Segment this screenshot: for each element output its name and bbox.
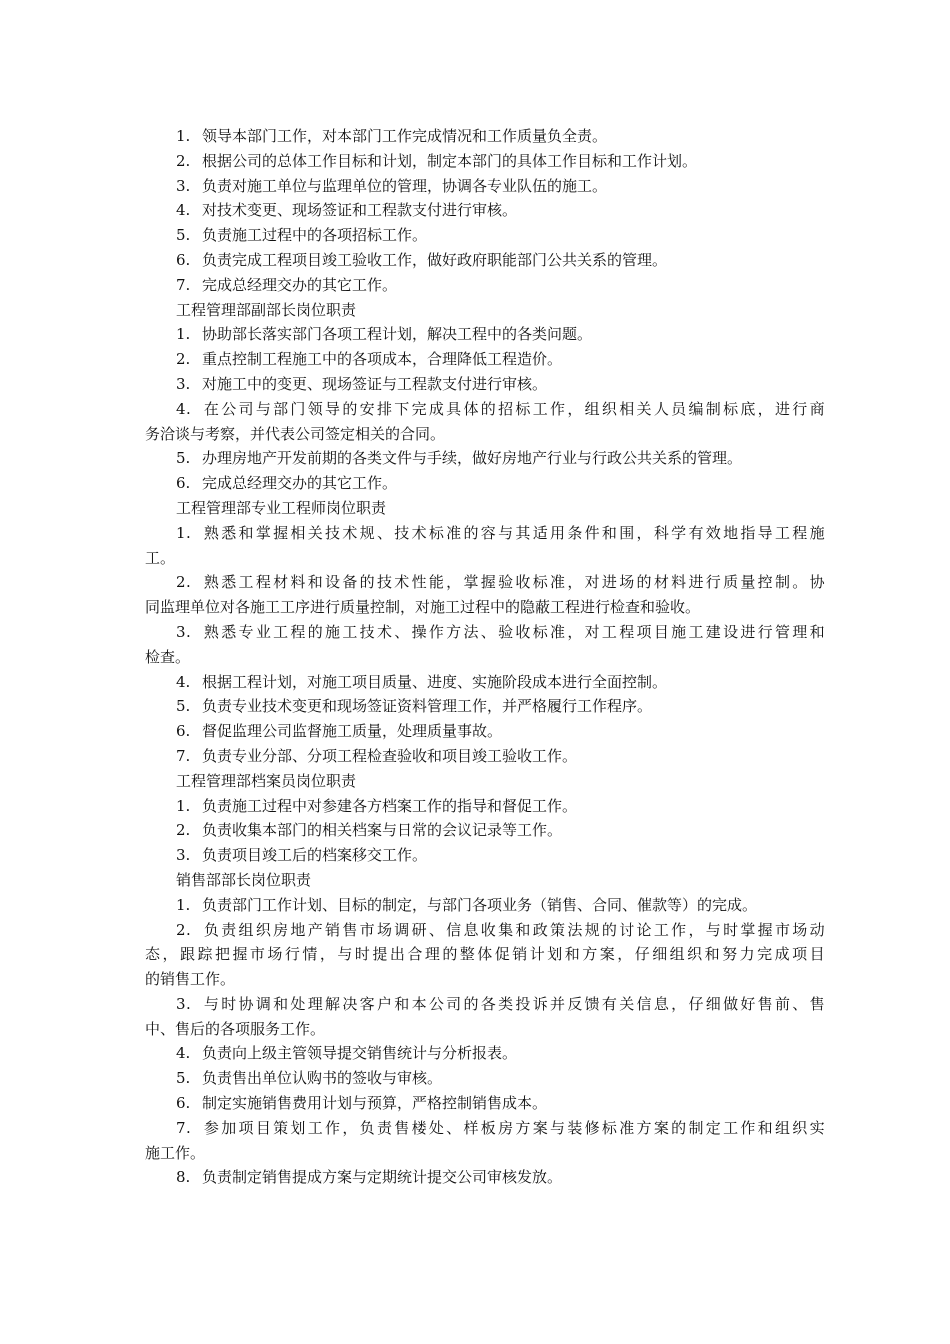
list-item bbox=[145, 918, 825, 943]
list-item bbox=[145, 521, 825, 546]
section-heading: 工程管理部档案员岗位职责 bbox=[176, 771, 357, 790]
item-number: 1. bbox=[176, 895, 191, 914]
item-text: 态，跟踪把握市场行情，与时提出合理的整体促销计划和方案，仔细组织和努力完成项目 bbox=[145, 945, 825, 964]
item-number: 4. bbox=[176, 399, 192, 418]
item-number: 2. bbox=[176, 350, 191, 369]
item-text: 工。 bbox=[145, 548, 176, 567]
list-item bbox=[145, 248, 825, 273]
item-number: 1. bbox=[176, 796, 191, 815]
item-text: 督促监理公司监督施工质量，处理质量事故。 bbox=[202, 722, 503, 741]
item-text: 办理房地产开发前期的各类文件与手续，做好房地产行业与行政公共关系的管理。 bbox=[202, 449, 743, 468]
list-item bbox=[145, 446, 825, 471]
list-item bbox=[145, 744, 825, 769]
item-text: 负责制定销售提成方案与定期统计提交公司审核发放。 bbox=[202, 1168, 563, 1187]
item-text: 负责施工过程中的各项招标工作。 bbox=[202, 226, 428, 245]
item-number: 7. bbox=[176, 275, 191, 294]
item-text: 负责专业技术变更和现场签证资料管理工作，并严格履行工作程序。 bbox=[202, 697, 653, 716]
list-item bbox=[145, 471, 825, 496]
item-number: 3. bbox=[176, 846, 191, 865]
item-number: 4. bbox=[176, 201, 191, 220]
item-number: 2. bbox=[176, 151, 191, 170]
list-item bbox=[145, 843, 825, 868]
list-item bbox=[145, 1165, 825, 1190]
item-text: 施工作。 bbox=[145, 1143, 206, 1162]
list-item bbox=[145, 397, 825, 422]
item-text: 负责收集本部门的相关档案与日常的会议记录等工作。 bbox=[202, 821, 563, 840]
item-number: 6. bbox=[176, 474, 191, 493]
list-item bbox=[145, 719, 825, 744]
list-item bbox=[145, 670, 825, 695]
list-item-continuation bbox=[145, 1141, 825, 1166]
item-text: 熟悉和掌握相关技术规、技术标准的容与其适用条件和围，科学有效地指导工程施 bbox=[202, 523, 825, 542]
item-number: 1. bbox=[176, 325, 191, 344]
item-text: 完成总经理交办的其它工作。 bbox=[202, 474, 398, 493]
list-item bbox=[145, 818, 825, 843]
list-item bbox=[145, 198, 825, 223]
item-text: 完成总经理交办的其它工作。 bbox=[202, 275, 398, 294]
list-item bbox=[145, 794, 825, 819]
document-page bbox=[145, 124, 825, 1190]
list-item-continuation bbox=[145, 1017, 825, 1042]
item-number: 2. bbox=[176, 920, 192, 939]
item-text: 协助部长落实部门各项工程计划，解决工程中的各类问题。 bbox=[202, 325, 593, 344]
list-item bbox=[145, 273, 825, 298]
item-text: 重点控制工程施工中的各项成本，合理降低工程造价。 bbox=[202, 350, 563, 369]
list-item bbox=[145, 174, 825, 199]
list-item-continuation bbox=[145, 942, 825, 967]
item-number: 6. bbox=[176, 1094, 191, 1113]
item-text: 与时协调和处理解决客户和本公司的各类投诉并反馈有关信息，仔细做好售前、售 bbox=[202, 994, 825, 1013]
list-item bbox=[145, 223, 825, 248]
item-text: 检查。 bbox=[145, 647, 191, 666]
item-text: 中、售后的各项服务工作。 bbox=[145, 1019, 326, 1038]
item-number: 1. bbox=[176, 523, 192, 542]
item-number: 4. bbox=[176, 1044, 191, 1063]
item-text: 负责项目竣工后的档案移交工作。 bbox=[202, 846, 428, 865]
item-text: 在公司与部门领导的安排下完成具体的招标工作，组织相关人员编制标底，进行商 bbox=[202, 399, 825, 418]
item-text: 对技术变更、现场签证和工程款支付进行审核。 bbox=[202, 201, 518, 220]
list-item bbox=[145, 322, 825, 347]
list-item-continuation bbox=[145, 595, 825, 620]
item-number: 4. bbox=[176, 672, 191, 691]
item-text: 负责部门工作计划、目标的制定，与部门各项业务（销售、合同、催款等）的完成。 bbox=[202, 895, 758, 914]
item-number: 5. bbox=[176, 449, 191, 468]
list-item bbox=[145, 1041, 825, 1066]
item-number: 3. bbox=[176, 374, 191, 393]
list-item bbox=[145, 1066, 825, 1091]
item-text: 制定实施销售费用计划与预算，严格控制销售成本。 bbox=[202, 1094, 548, 1113]
list-item bbox=[145, 992, 825, 1017]
list-item bbox=[145, 893, 825, 918]
item-number: 3. bbox=[176, 622, 192, 641]
list-item-continuation bbox=[145, 546, 825, 571]
item-text: 对施工中的变更、现场签证与工程款支付进行审核。 bbox=[202, 374, 548, 393]
item-text: 根据工程计划，对施工项目质量、进度、实施阶段成本进行全面控制。 bbox=[202, 672, 668, 691]
item-number: 2. bbox=[176, 573, 192, 592]
item-number: 7. bbox=[176, 746, 191, 765]
item-number: 5. bbox=[176, 226, 191, 245]
item-number: 5. bbox=[176, 1069, 191, 1088]
section-heading: 工程管理部副部长岗位职责 bbox=[176, 300, 357, 319]
item-number: 6. bbox=[176, 722, 191, 741]
item-text: 领导本部门工作，对本部门工作完成情况和工作质量负全责。 bbox=[202, 127, 608, 145]
list-item bbox=[145, 372, 825, 397]
list-item bbox=[145, 124, 825, 149]
item-number: 3. bbox=[176, 994, 192, 1013]
item-text: 负责对施工单位与监理单位的管理，协调各专业队伍的施工。 bbox=[202, 176, 608, 195]
item-number: 6. bbox=[176, 250, 191, 269]
item-number: 7. bbox=[176, 1118, 192, 1137]
list-item bbox=[145, 620, 825, 645]
item-text: 根据公司的总体工作目标和计划，制定本部门的具体工作目标和工作计划。 bbox=[202, 151, 698, 170]
item-text: 负责施工过程中对参建各方档案工作的指导和督促工作。 bbox=[202, 796, 578, 815]
item-number: 2. bbox=[176, 821, 191, 840]
list-item-continuation bbox=[145, 967, 825, 992]
item-number: 1. bbox=[176, 127, 191, 145]
item-text: 负责专业分部、分项工程检查验收和项目竣工验收工作。 bbox=[202, 746, 578, 765]
item-number: 8. bbox=[176, 1168, 191, 1187]
section-heading: 工程管理部专业工程师岗位职责 bbox=[176, 498, 387, 517]
item-text: 同监理单位对各施工工序进行质量控制，对施工过程中的隐蔽工程进行检查和验收。 bbox=[145, 598, 701, 617]
item-text: 的销售工作。 bbox=[145, 970, 236, 989]
section-heading: 销售部部长岗位职责 bbox=[176, 870, 312, 889]
list-item bbox=[145, 149, 825, 174]
item-text: 熟悉工程材料和设备的技术性能，掌握验收标准，对进场的材料进行质量控制。协 bbox=[202, 573, 825, 592]
item-text: 负责组织房地产销售市场调研、信息收集和政策法规的讨论工作，与时掌握市场动 bbox=[202, 920, 825, 939]
list-item bbox=[145, 347, 825, 372]
item-text: 务洽谈与考察，并代表公司签定相关的合同。 bbox=[145, 424, 446, 443]
list-item-continuation bbox=[145, 422, 825, 447]
item-text: 参加项目策划工作，负责售楼处、样板房方案与装修标准方案的制定工作和组织实 bbox=[202, 1118, 825, 1137]
list-item bbox=[145, 1091, 825, 1116]
list-item bbox=[145, 1116, 825, 1141]
item-number: 3. bbox=[176, 176, 191, 195]
item-text: 负责向上级主管领导提交销售统计与分析报表。 bbox=[202, 1044, 518, 1063]
item-text: 负责售出单位认购书的签收与审核。 bbox=[202, 1069, 443, 1088]
item-number: 5. bbox=[176, 697, 191, 716]
list-item-continuation bbox=[145, 645, 825, 670]
item-text: 负责完成工程项目竣工验收工作，做好政府职能部门公共关系的管理。 bbox=[202, 250, 668, 269]
list-item bbox=[145, 694, 825, 719]
list-item bbox=[145, 570, 825, 595]
item-text: 熟悉专业工程的施工技术、操作方法、验收标准，对工程项目施工建设进行管理和 bbox=[202, 622, 825, 641]
